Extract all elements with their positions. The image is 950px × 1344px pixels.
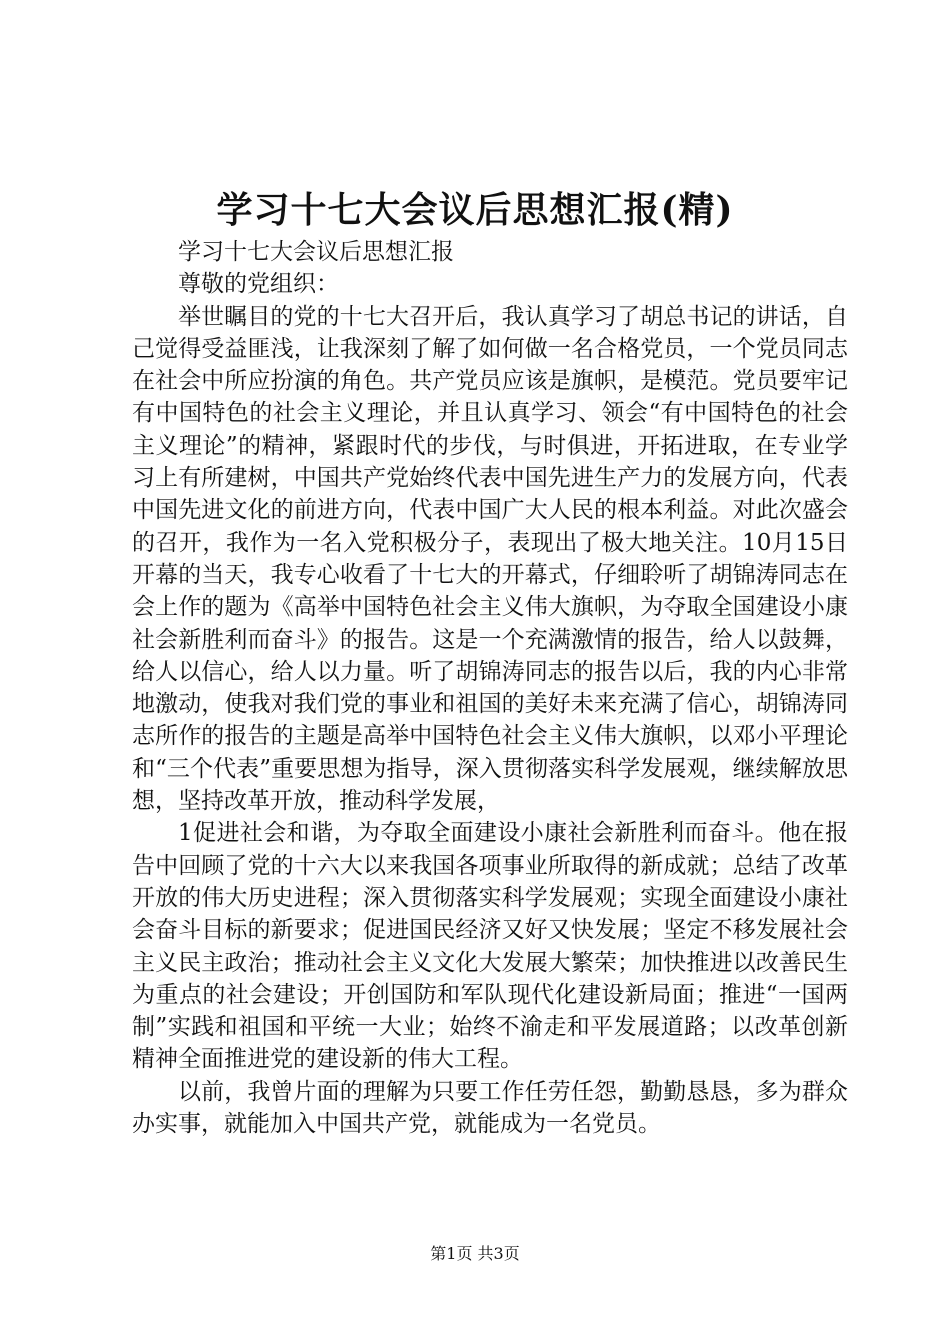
paragraph-body-3: 以前，我曾片面的理解为只要工作任劳任怨，勤勤恳恳，多为群众办实事，就能加入中国共产党，就能成为一名党员。	[132, 1078, 848, 1138]
page-footer: 第1页 共3页	[430, 1244, 520, 1263]
paragraph-body-1: 举世瞩目的党的十七大召开后，我认真学习了胡总书记的讲话，自己觉得受益匪浅，让我深刻了解了如何做一名合格党员，一个党员同志在社会中所应扮演的角色。共产党员应该是旗帜，是模范。党员要牢记有中国特色的社会主义理论，并且认真学习、领会“有中国特色的社会主义理论”的精神，紧跟时代的步伐，与时俱进，开拓进取，在专业学习上有所建树，中国共产党始终代表中国先进生产力的发展方向，代表中国先进文化的前进方向，代表中国广大人民的根本利益。对此次盛会的召开，我作为一名入党积极分子，表现出了极大地关注。10月15日开幕的当天，我专心收看了十七大的开幕式，仔细聆听了胡锦涛同志在会上作的题为《高举中国特色社会主义伟大旗帜，为夺取全国建设小康社会新胜利而奋斗》的报告。这是一个充满激情的报告，给人以鼓舞，给人以信心，给人以力量。听了胡锦涛同志的报告以后，我的内心非常地激动，使我对我们党的事业和祖国的美好未来充满了信心，胡锦涛同志所作的报告的主题是高举中国特色社会主义伟大旗帜，以邓小平理论和“三个代表”重要思想为指导，深入贯彻落实科学发展观，继续解放思想，坚持改革开放，推动科学发展，	[132, 303, 848, 815]
paragraph-body-2: 1促进社会和谐，为夺取全面建设小康社会新胜利而奋斗。他在报告中回顾了党的十六大以来我国各项事业所取得的新成就；总结了改革开放的伟大历史进程；深入贯彻落实科学发展观；实现全面建设小康社会奋斗目标的新要求；促进国民经济又好又快发展；坚定不移发展社会主义民主政治；推动社会主义文化大发展大繁荣；加快推进以改善民生为重点的社会建设；开创国防和军队现代化建设新局面；推进“一国两制”实践和祖国和平统一大业；始终不渝走和平发展道路；以改革创新精神全面推进党的建设新的伟大工程。	[132, 820, 848, 1073]
document-title: 学习十七大会议后思想汇报(精)	[216, 189, 734, 231]
paragraph-salutation: 尊敬的党组织：	[178, 271, 339, 298]
document-body	[132, 236, 848, 1140]
paragraph-subtitle: 学习十七大会议后思想汇报	[178, 239, 454, 265]
